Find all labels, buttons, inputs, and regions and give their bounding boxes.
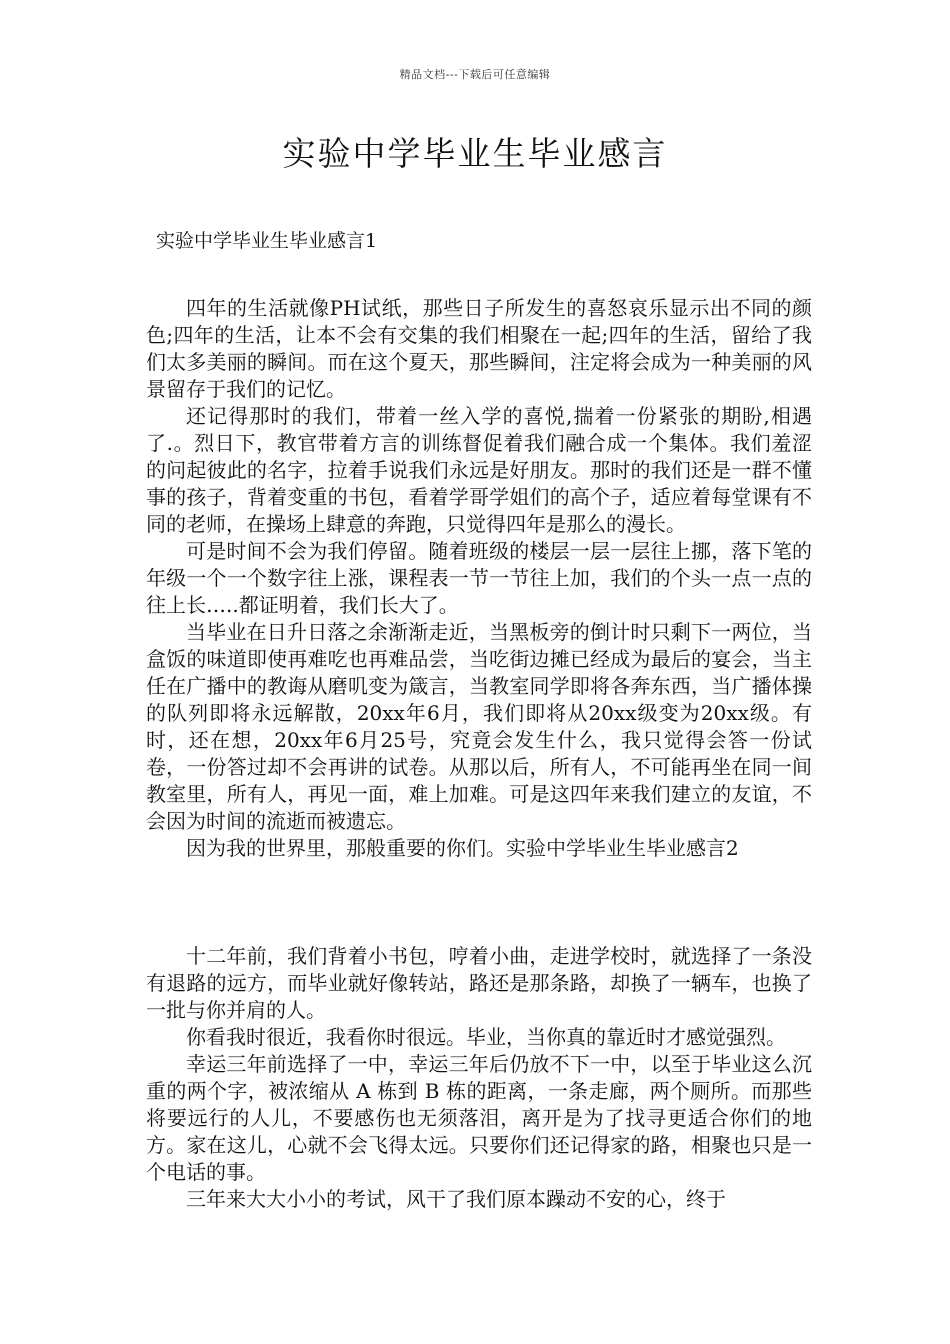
document-title: 实验中学毕业生毕业感言	[282, 134, 668, 173]
section-1-body	[146, 295, 812, 862]
header-note: 精品文档---下载后可任意编辑	[399, 68, 551, 81]
paragraph: 因为我的世界里，那般重要的你们。实验中学毕业生毕业感言2	[186, 836, 739, 860]
section-heading-1: 实验中学毕业生毕业感言1	[156, 230, 378, 252]
section-2-body	[146, 943, 812, 1213]
paragraph: 十二年前，我们背着小书包，哼着小曲，走进学校时，就选择了一条没有退路的远方，而毕业就好像转站，路还是那条路，却换了一辆车，也换了一批与你并肩的人。	[146, 944, 812, 1022]
paragraph: 你看我时很近，我看你时很远。毕业，当你真的靠近时才感觉强烈。	[186, 1025, 786, 1049]
paragraph: 还记得那时的我们，带着一丝入学的喜悦,揣着一份紧张的期盼,相遇了.。烈日下，教官带着方言的训练督促着我们融合成一个集体。我们羞涩的问起彼此的名字，拉着手说我们永远是好朋友。那时的我们还是一群不懂事的孩子，背着变重的书包，看着学哥学姐们的高个子，适应着每堂课有不同的老师，在操场上肆意的奔跑，只觉得四年是那么的漫长。	[146, 404, 812, 536]
paragraph: 当毕业在日升日落之余渐渐走近，当黑板旁的倒计时只剩下一两位，当盒饭的味道即使再难吃也再难品尝，当吃街边摊已经成为最后的宴会，当主任在广播中的教诲从磨叽变为箴言，当教室同学即将各奔东西，当广播体操的队列即将永远解散，20xx年6月，我们即将从20xx级变为20xx级。有时，还在想，20xx年6月25号，究竟会发生什么，我只觉得会答一份试卷，一份答过却不会再讲的试卷。从那以后，所有人，不可能再坐在同一间教室里，所有人，再见一面，难上加难。可是这四年来我们建立的友谊，不会因为时间的流逝而被遗忘。	[146, 620, 812, 833]
paragraph: 可是时间不会为我们停留。随着班级的楼层一层一层往上挪，落下笔的年级一个一个数字往上涨，课程表一节一节往上加，我们的个头一点一点的往上长…..都证明着，我们长大了。	[146, 539, 812, 617]
paragraph: 三年来大大小小的考试，风干了我们原本躁动不安的心，终于	[186, 1187, 726, 1211]
paragraph: 幸运三年前选择了一中，幸运三年后仍放不下一中，以至于毕业这么沉重的两个字，被浓缩从 A 栋到 B 栋的距离，一条走廊，两个厕所。而那些将要远行的人儿，不要感伤也无须落泪，离开是为了找寻更适合你们的地方。家在这儿，心就不会飞得太远。只要你们还记得家的路，相聚也只是一个电话的事。	[146, 1052, 812, 1184]
paragraph: 四年的生活就像PH试纸，那些日子所发生的喜怒哀乐显示出不同的颜色;四年的生活，让本不会有交集的我们相聚在一起;四年的生活，留给了我们太多美丽的瞬间。而在这个夏天，那些瞬间，注定将会成为一种美丽的风景留存于我们的记忆。	[146, 296, 812, 401]
